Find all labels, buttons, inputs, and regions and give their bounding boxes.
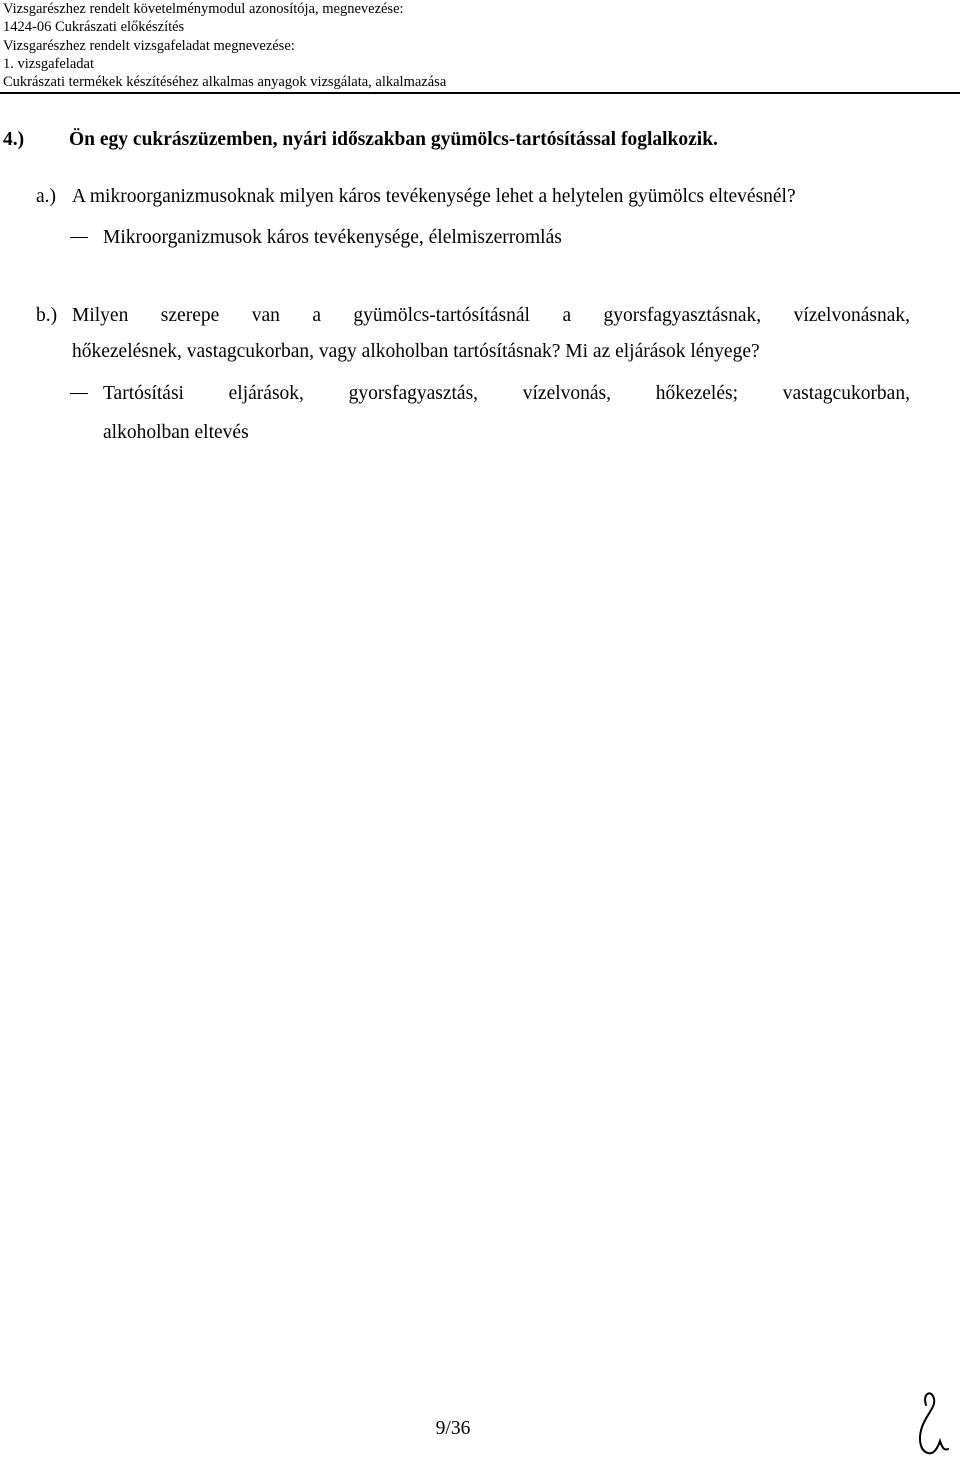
part-b-answer-words xyxy=(103,382,910,406)
part-a-answer xyxy=(70,226,562,250)
header-line-task-name: Cukrászati termékek készítéséhez alkalmas anyagok vizsgálata, alkalmazása xyxy=(3,74,447,91)
word: a xyxy=(312,305,321,326)
word: Tartósítási xyxy=(103,383,184,404)
part-a-answer-text: Mikroorganizmusok káros tevékenysége, élelmiszerromlás xyxy=(103,227,562,248)
word: Milyen xyxy=(72,305,129,326)
part-a-question xyxy=(36,185,796,209)
word: vastagcukorban, xyxy=(782,383,910,404)
part-b-question-line-2: hőkezelésnek, vastagcukorban, vagy alkoholban tartósításnak? Mi az eljárások lényege? xyxy=(72,341,760,362)
part-b-question-words xyxy=(72,304,910,328)
part-b-question-line-1 xyxy=(36,304,910,328)
word: vízelvonás, xyxy=(522,383,612,404)
part-b-answer-line-1 xyxy=(70,382,910,406)
document-header xyxy=(3,0,943,91)
part-b-answer-line-2: alkoholban eltevés xyxy=(103,422,249,443)
question-text: Ön egy cukrászüzemben, nyári időszakban gyümölcs-tartósítással foglalkozik. xyxy=(69,129,718,150)
page-number: 9/36 xyxy=(435,1418,471,1439)
part-a-question-text: A mikroorganizmusoknak milyen káros tevékenysége lehet a helytelen gyümölcs eltevésnél? xyxy=(72,186,796,207)
dash-bullet xyxy=(70,237,88,238)
signature-mark xyxy=(912,1385,952,1457)
header-line-task-label: Vizsgarészhez rendelt vizsgafeladat megnevezése: xyxy=(3,37,295,54)
part-b-label: b.) xyxy=(36,305,58,326)
dash-bullet xyxy=(70,393,88,394)
question-number: 4.) xyxy=(3,129,25,150)
word: van xyxy=(251,305,280,326)
word: szerepe xyxy=(160,305,220,326)
word: gyorsfagyasztás, xyxy=(348,383,479,404)
word: gyümölcs-tartósításnál xyxy=(353,305,530,326)
header-line-module-name: 1424-06 Cukrászati előkészítés xyxy=(3,19,185,36)
question-title xyxy=(3,128,718,152)
word: a xyxy=(562,305,572,326)
word: hőkezelés; xyxy=(655,383,739,404)
part-a-label: a.) xyxy=(36,186,57,207)
word: eljárások, xyxy=(228,383,304,404)
word: vízelvonásnak, xyxy=(793,305,910,326)
header-divider xyxy=(0,92,960,94)
header-line-module-label: Vizsgarészhez rendelt követelménymodul azonosítója, megnevezése: xyxy=(3,1,404,17)
word: gyorsfagyasztásnak, xyxy=(603,305,762,326)
header-line-task-number: 1. vizsgafeladat xyxy=(3,55,94,72)
